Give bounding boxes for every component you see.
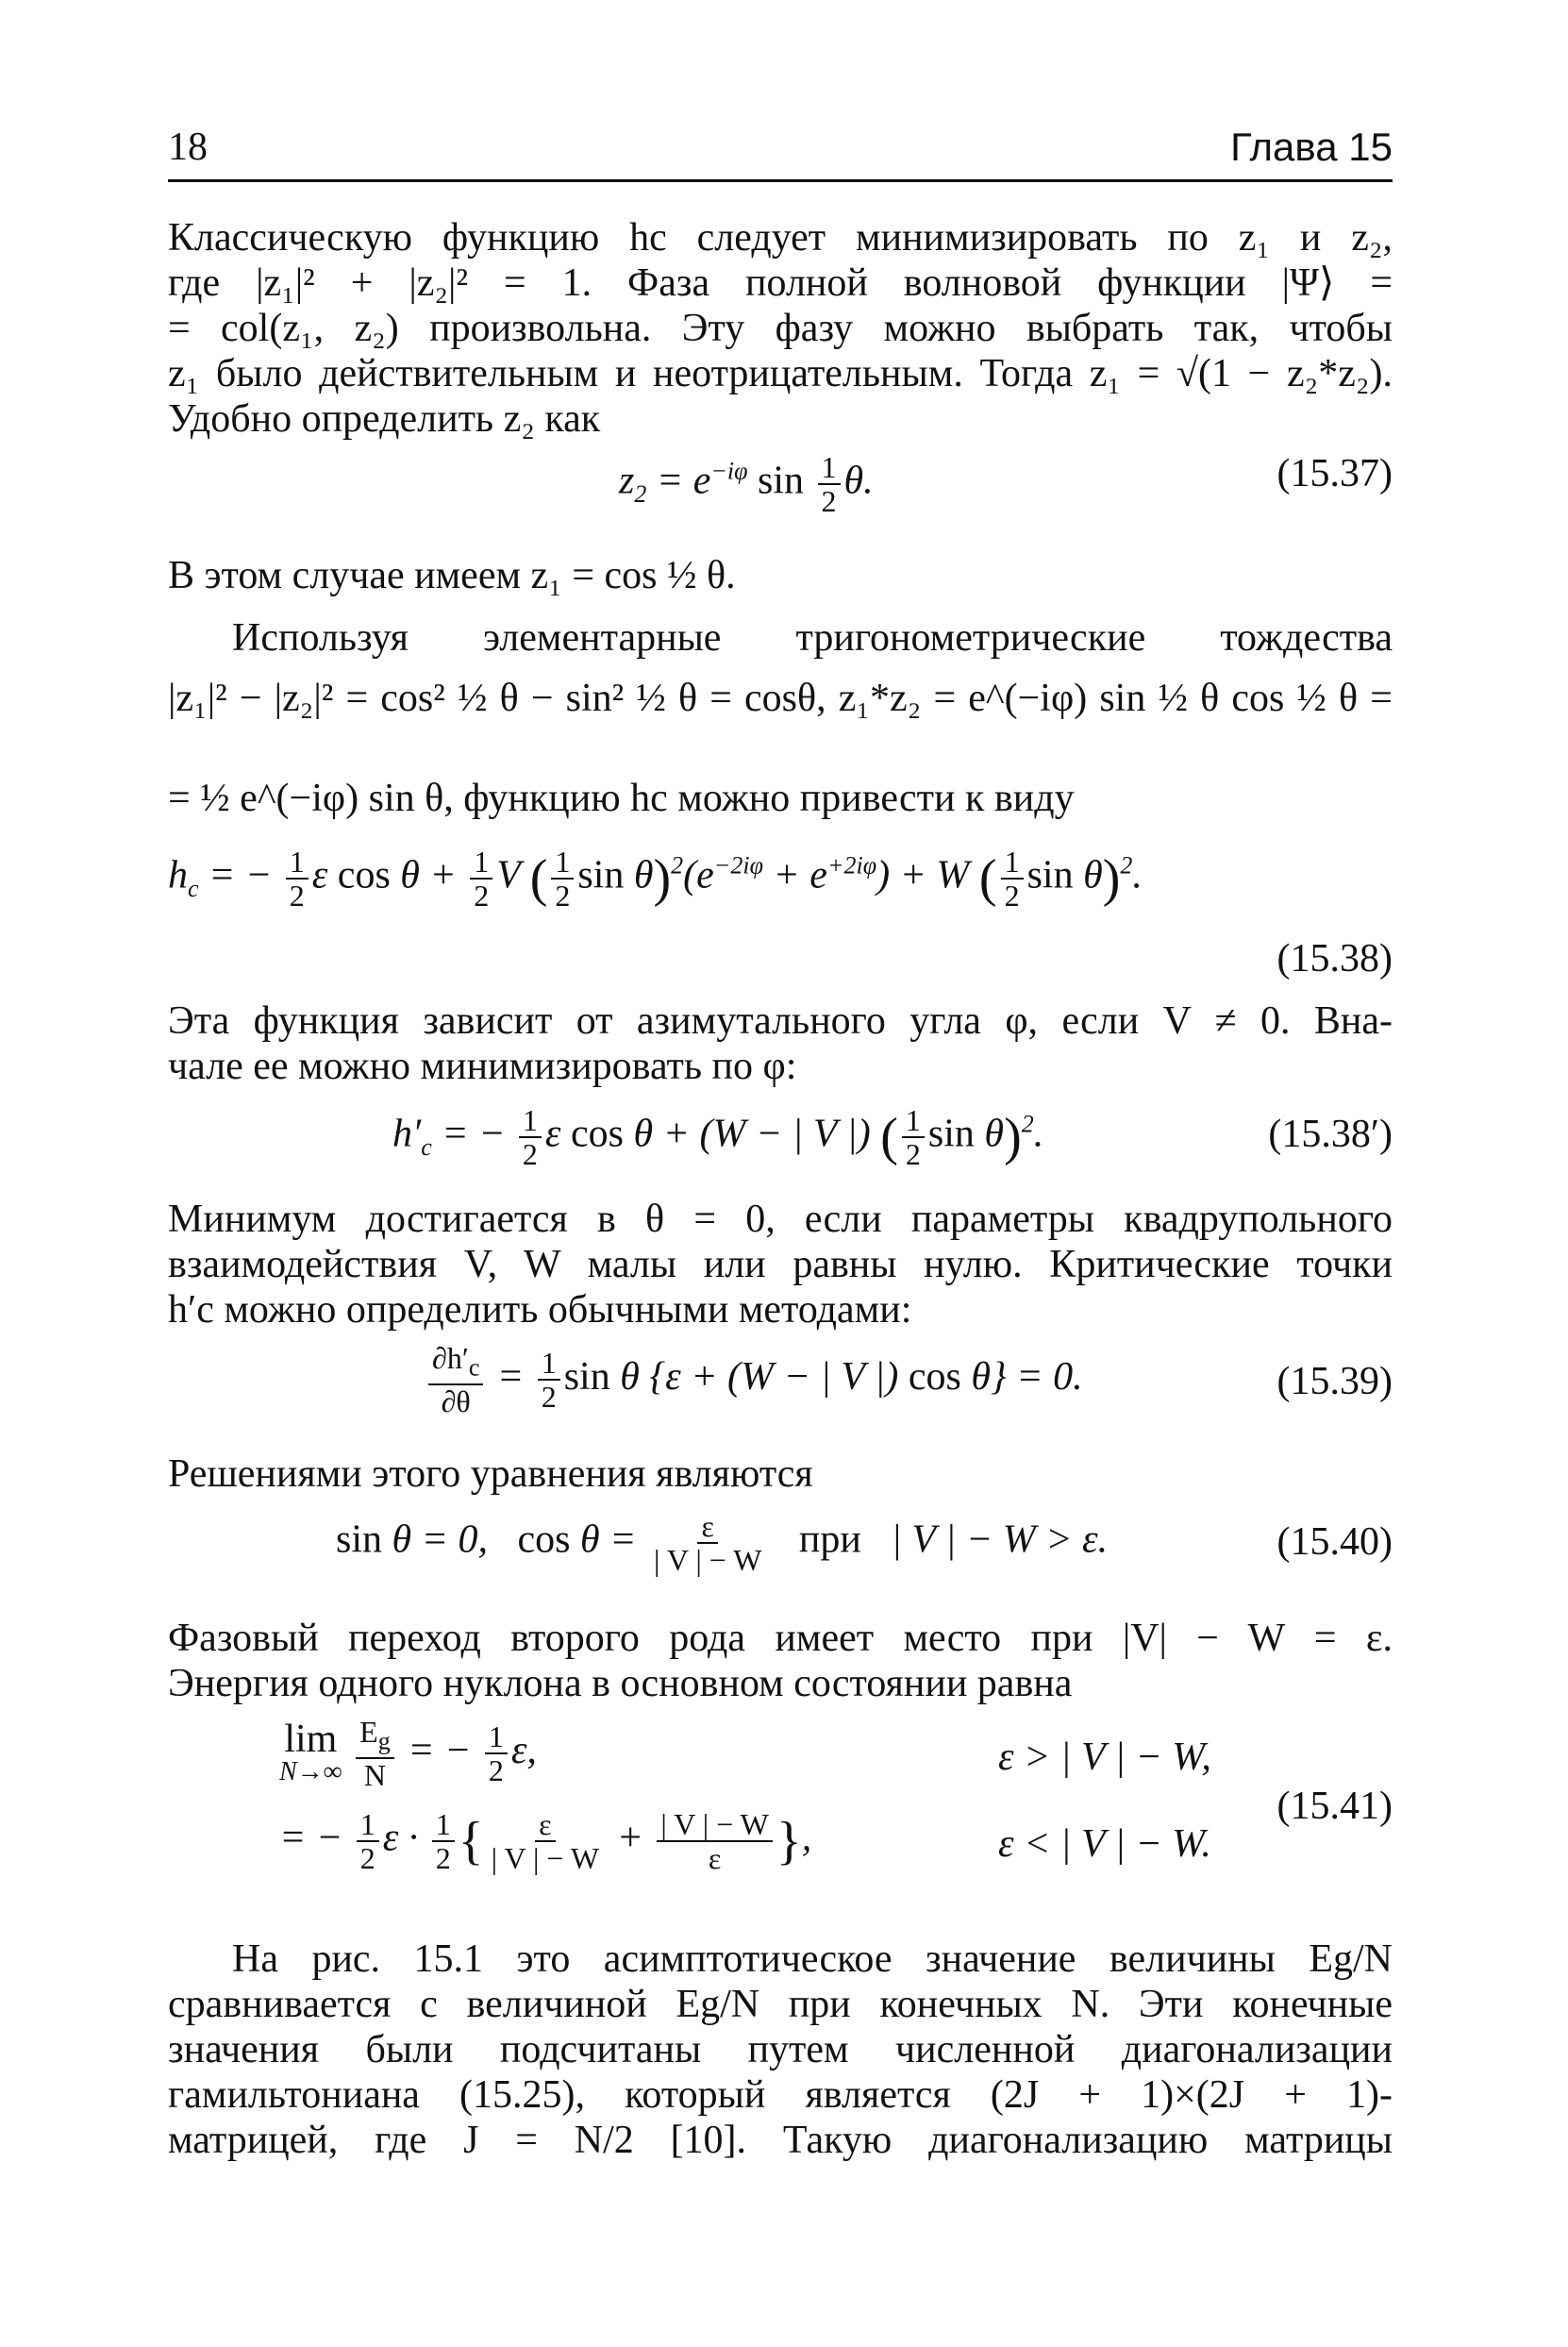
paragraph-2 [168,553,1393,598]
paragraph-8 [168,1936,1393,2163]
text-line: гамильтониана (15.25), который является (2J + 1)×(2J + 1)- [168,2073,1393,2117]
text-line: = ½ e^(−iφ) sin θ, функцию hc можно привести к виду [168,777,1075,820]
equation-number: (15.41) [1276,1785,1393,1828]
equation-body: sin θ = 0, cos θ = $\frac{\varepsilon}{| V | - W}$ при | V | − W > ε. [336,1509,1109,1577]
equation-number: (15.38′) [1268,1113,1393,1156]
text-line: h′c можно определить обычными методами: [168,1288,912,1332]
text-line: Минимум достигается в θ = 0, если параметры квадрупольного [168,1198,1393,1241]
equation-15-39 [168,1338,1393,1425]
text-line: Классическую функцию hc следует минимизировать по z₁ и z₂, [168,216,1393,260]
equation-number: (15.39) [1276,1360,1393,1403]
text-line: Эта функция зависит от азимутального угла φ, если V ≠ 0. Вна- [168,999,1393,1043]
text-line: В этом случае имеем z₁ = cos ½ θ. [168,554,736,597]
paragraph-3-end [168,776,1393,821]
text-line: значения были подсчитаны путем численной диагонализации [168,2028,1393,2071]
equation-15-40 [168,1506,1393,1582]
paragraph-1 [168,215,1393,442]
equation-15-41 [168,1716,1393,1904]
paragraph-5 [168,1197,1393,1333]
paragraph-4 [168,998,1393,1089]
text-line: Решениями этого уравнения являются [168,1452,813,1496]
equation-condition-2: ε < | V | − W. [998,1822,1211,1866]
text-line: чале ее можно минимизировать по φ: [168,1045,797,1088]
condition-word: при [798,1517,861,1562]
equation-15-38 [168,846,1393,987]
equation-15-37 [168,444,1393,518]
paragraph-3 [168,615,1393,661]
equation-body: $h'_c$ = − $\frac{1}{2}$ ε cos θ + (W − | V |) ( $\frac{1}{2}$ sin θ)$^2$. [392,1103,1044,1171]
equation-15-38-prime [168,1100,1393,1172]
text-line: z₁ было действительным и неотрицательным. Тогда z₁ = √(1 − z₂*z₂). [168,352,1393,395]
equation-body: $\frac{\partial h'_c}{\partial\theta}$ = $\frac{1}{2}$ sin θ {ε + (W − | V |) cos θ} = 0. [425,1342,1083,1417]
equation-number: (15.37) [1276,452,1393,495]
equation-line-1: lim N→∞ $\frac{E_g}{N}$ = − $\frac{1}{2}$ ε, [279,1715,537,1793]
page-header [168,125,1393,182]
paragraph-3-cont [168,676,1393,721]
equation-number: (15.40) [1276,1520,1393,1564]
text-line: Энергия одного нуклона в основном состоянии равна [168,1662,1073,1705]
text-line: На рис. 15.1 это асимптотическое значение величины Eg/N [232,1937,1393,1981]
chapter-title: Глава 15 [1230,125,1393,169]
text-line: Удобно определить z₂ как [168,397,601,441]
equation-body: $z_2 = e^{-i\varphi}$ sin $\frac{1}{2}$ θ. [619,450,874,518]
text-line: = col(z₁, z₂) произвольна. Эту фазу можно выбрать так, чтобы [168,307,1393,350]
text-line: |z₁|² − |z₂|² = cos² ½ θ − sin² ½ θ = cosθ, z₁*z₂ = e^(−iφ) sin ½ θ cos ½ θ = [168,677,1393,720]
page-number: 18 [168,126,208,169]
equation-number: (15.38) [1276,937,1393,981]
equation-line-2: = − $\frac{1}{2}$ ε · $\frac{1}{2}$ { $\frac{\varepsilon}{| V | - W}$ + $\frac{| V | - W}{\varepsilon}$ }, [279,1807,812,1875]
text-line: матрицей, где J = N/2 [10]. Такую диагонализацию матрицы [168,2119,1393,2162]
paragraph-7 [168,1616,1393,1706]
text-line: где |z₁|² + |z₂|² = 1. Фаза полной волновой функции |Ψ⟩ = [168,261,1393,305]
text-line: Фазовый переход второго рода имеет место при |V| − W = ε. [168,1617,1393,1660]
equation-condition-1: ε > | V | − W, [998,1735,1211,1779]
paragraph-6 [168,1451,1393,1497]
text-line: взаимодействия V, W малы или равны нулю. Критические точки [168,1243,1393,1286]
equation-body: $h_c$ = − $\frac{1}{2}$ ε cos θ + $\frac{1}{2}$ V ( $\frac{1}{2}$ $\sin \theta)^2(e^{-2i\varphi} + e^{+2i\varphi}) + W$ ( $\frac{1}{2}$ sin θ)$^2$. [168,845,1143,913]
text-line: сравнивается с величиной Eg/N при конечных N. Эти конечные [168,1983,1393,2026]
text-line: Используя элементарные тригонометрические тождества [232,616,1393,660]
